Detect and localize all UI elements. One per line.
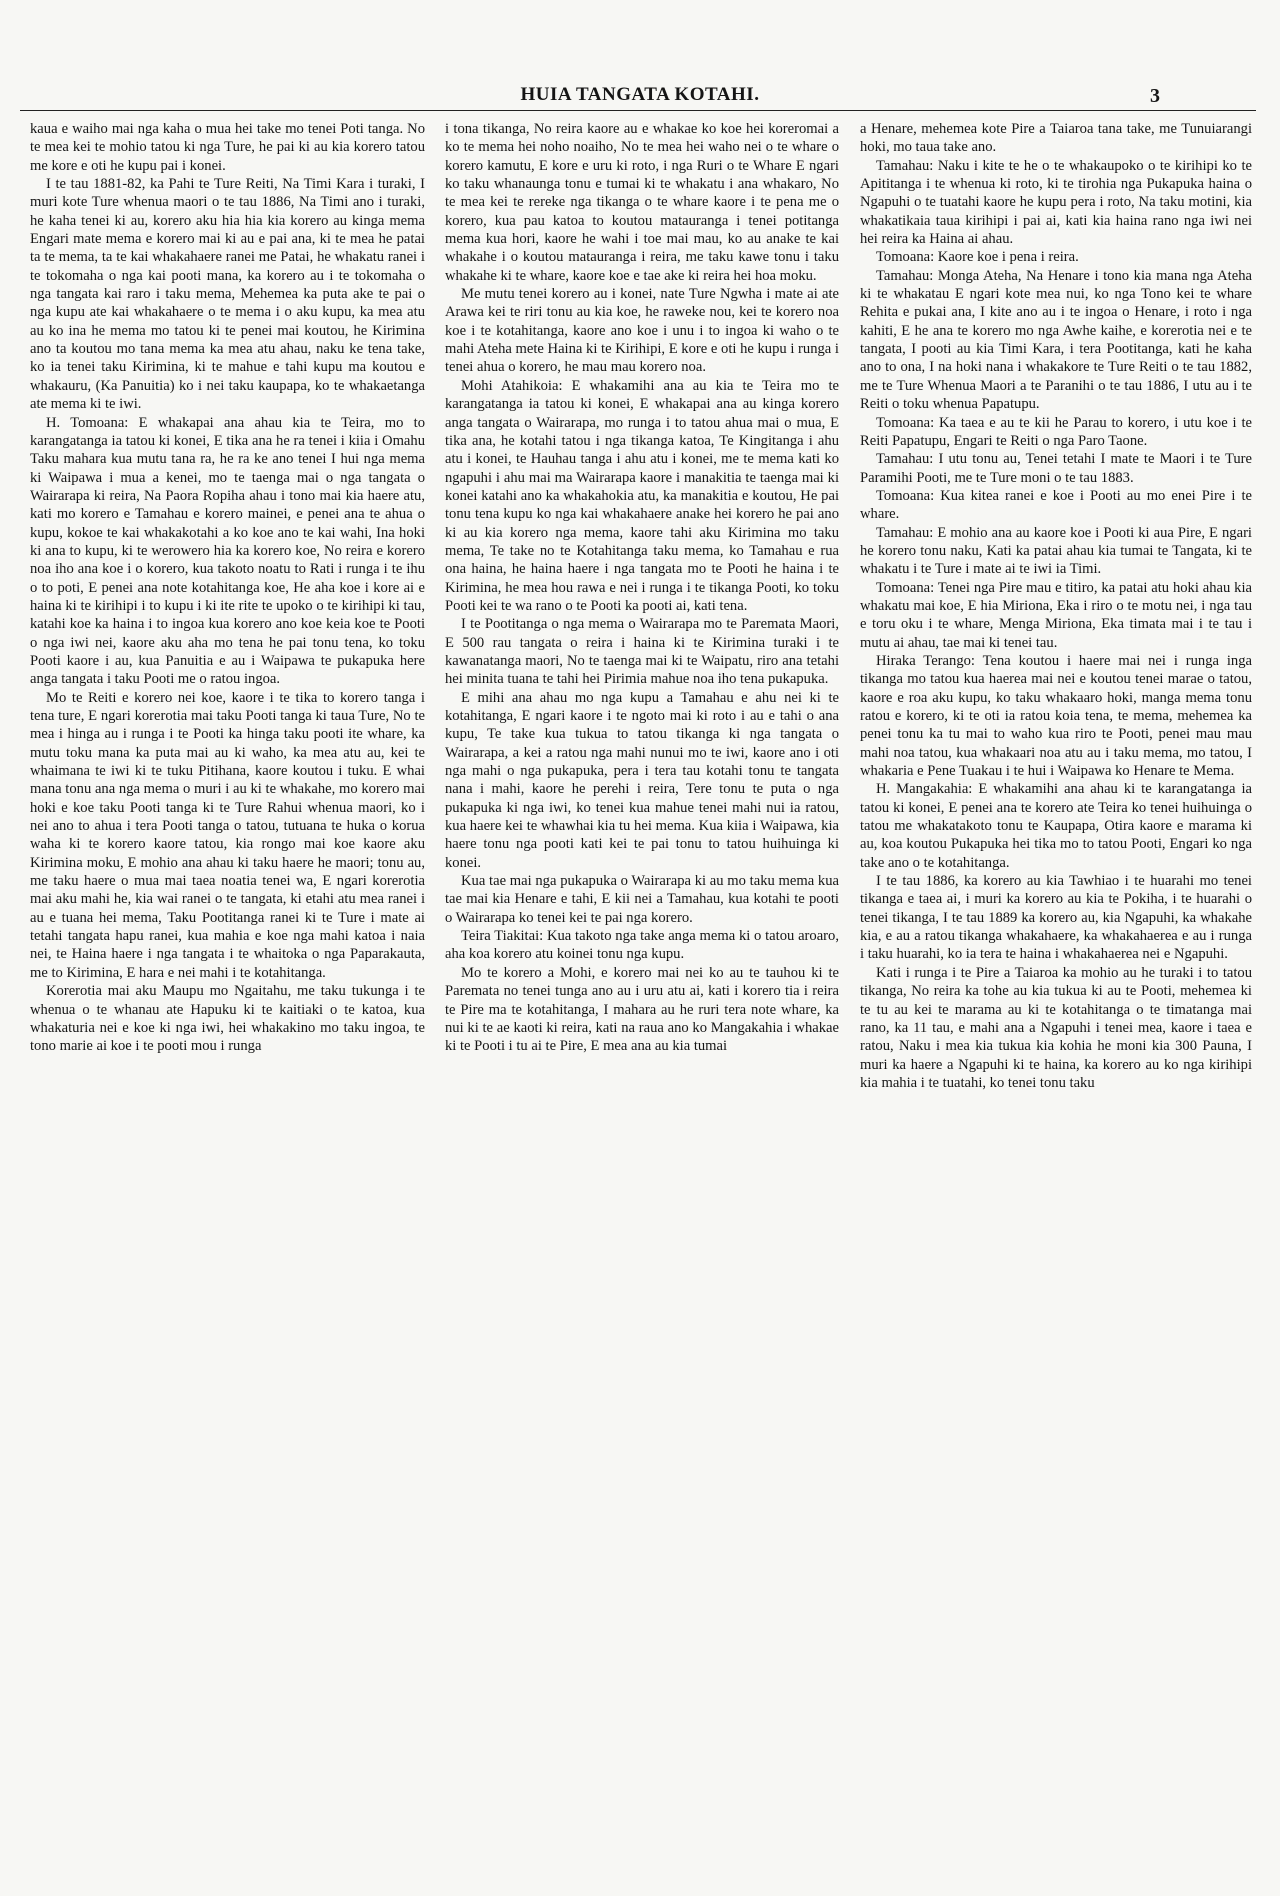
paragraph: Korerotia mai aku Maupu mo Ngaitahu, me taku tukunga i te whenua o te whanau ate Hapuku ki te kaitiaki o te katoa, kua whakaturia nei e koe ki nga iwi, hei whakakino mo taku ingoa, te tono marie ai koe i te pooti mou i runga — [30, 983, 425, 1055]
paragraph: Hiraka Terango: Tena koutou i haere mai nei i runga inga tikanga mo tatou kua haerea mai nei e koutou tenei marae o tatou, kaore e roa aku kupu, ko taku whakaaro hoki, manga mema tonu ratou e korero, ki te oti ia ratou koia tena, te mema, mehemea ka penei tonu ka tu mai to waho kua riro te Pooti, penei mau mau mahi noa tatou, kua whakaari noa atu au i taku mema, mo tatou, I whakaria e Pene Tuakau i te hui i Waipawa ko Henare te Mema. — [860, 652, 1252, 780]
paragraph: Mo te korero a Mohi, e korero mai nei ko au te tauhou ki te Paremata no tenei tunga ano au i uru atu ai, kati i korero tia i reira te Pire ma te kotahitanga, I mahara au he ruri tera note whare, ka nui ki te ae kaoti ki reira, kati na raua ano ko Mangakahia i whakae ki te Pooti i tu ai te Pire, E mea ana au kia tumai — [445, 964, 839, 1055]
paragraph: Tamahau: Naku i kite te he o te whakaupoko o te kirihipi ko te Apititanga i te whenua ki roto, ki te tirohia nga Pukapuka haina o Ngapuhi o te tuatahi kaore he kupu pera i roto, Na taku motini, kia whakatikaia taua kirihipi i pai ai, kati kia haina rano nga iwi nei hei reira ka Haina ai ahau. — [860, 157, 1252, 248]
paragraph: I te tau 1881-82, ka Pahi te Ture Reiti, Na Timi Kara i turaki, I muri kote Ture whenua maori o te tau 1886, Na Timi ano i turaki, he kaha tenei ki au, korero aku hia hia kia korero au kinga mema Engari mate mema e korero mai ki au e pai ana, ki te mea he patai ta te mema, ta te kai whakahaere ranei me Patai, he whakatu ranei i te tokomaha o nga kai pooti mana, ka korero au i te tokomaha o nga tangata kai raro i taku mema, Mehemea ka puta ake te pai o nga kupu ate kai whakahaere o te mema i o aku kupu, ka mea atu au ko ina he mema mo tatou ki te penei mai koutou, he Kirimina ano ta koutou mo tana mema ka mea atu ahau, naku ke tena take, ko ia tenei taku Kirimina, ki te mahue e tahi kupu ma koutou e whakauru, (Ka Panuitia) ko i nei taku kaupapa, ko te whakaetanga ate mema ki te iwi. — [30, 176, 425, 413]
text-column-3 — [860, 120, 1252, 1880]
paragraph: H. Mangakahia: E whakamihi ana ahau ki te karangatanga ia tatou ki konei, E penei ana te korero ate Teira ko tenei huihuinga o tatou me whakatakoto tonu te Kaupapa, Otira kaore e marama ki au, koa koutou Pukapuka hei tika mo to tatou Pooti, Engari ko nga take ano o te kotahitanga. — [860, 781, 1252, 871]
page-number: 3 — [1150, 85, 1160, 107]
page-title: HUIA TANGATA KOTAHI. — [520, 84, 760, 105]
paragraph: Kua tae mai nga pukapuka o Wairarapa ki au mo taku mema kua tae mai kia Henare e tahi, E kii nei a Tamahau, kua kotahi te pooti o Wairarapa ko tenei kei te pai nga korero. — [445, 873, 839, 926]
paragraph: Me mutu tenei korero au i konei, nate Ture Ngwha i mate ai ate Arawa kei te riri tonu au kia koe, he raweke nou, kei te korero noa koe i te kotahitanga, kaore ano koe i unu i to ingoa ki waho o te mahi Ateha mete Haina ki te Kirihipi, E kore e oti he kupu i runga i tenei ahua o korero, he mau mau korero noa. — [445, 286, 839, 376]
paragraph: E mihi ana ahau mo nga kupu a Tamahau e ahu nei ki te kotahitanga, E ngari kaore i te ngoto mai ki roto i au e tahi o ana kupu, Te take kua tukua to tatou tikanga ki nga tangata o Wairarapa, a kei a ratou nga mahi nunui mo te iwi, kaore ano i oti nga mahi o nga pukapuka, pera i tera tau kotahi tonu te tangata nana i mahi, kaore he perehi i reira, Tere tonu te puta o nga pukapuka ki nga iwi, ko tenei kua mahue tenei mahi nui ia ratou, kua haere kei te whawhai kia tu hei mema. Kua kiia i Waipawa, kia haere tonu nga pooti kati kei te pai tonu to tatou huihuinga ki konei. — [445, 689, 839, 871]
paragraph: Tamahau: E mohio ana au kaore koe i Pooti ki aua Pire, E ngari he korero tonu naku, Kati ka patai ahau kia tumai te Tangata, ki te whakatu i te Ture i mate ai te iwi ia Timi. — [860, 524, 1252, 578]
paragraph: Tomoana: Kua kitea ranei e koe i Pooti au mo enei Pire i te whare. — [860, 487, 1252, 523]
paragraph: Tomoana: Kaore koe i pena i reira. — [876, 249, 1079, 266]
paragraph: i tona tikanga, No reira kaore au e whakae ko koe hei koreromai a ko te mema hei noho noaiho, No te mea hei waho nei o te whare o korero kamutu, E kore e uru ki roto, i nga Ruri o te Whare E ngari ko taku whanaunga tonu e tumai ki te whakatu i ana whakaro, No te mea kei te rereke nga tikanga o te whare kaore i te pena me o korero, kua pau katoa to koutou matauranga i tenei potitanga mema kua hori, kaore he wahi i toe mai mau, ko au anake te kai whakahe i o koutou matauranga i reira, me taku kawe tonu i taku whakahe ki te whare, kaore koe e tae ake ki reira hei hoa moku. — [445, 121, 839, 284]
paragraph: Mo te Reiti e korero nei koe, kaore i te tika to korero tanga i tena ture, E ngari korerotia mai taku Pooti tanga ki taua Ture, No te mea i hinga au i runga i te Pooti ka hinga taku pooti ite whare, ka mutu toku mana ka puta mai au ki waho, ka mea atu au, kei te whaimana te iwi ki te tuku Pitihana, kaore koutou i tuku. E whai mana tonu ana nga mema o muri i au ki te whakahe, mo korero mai hoki e koe taku Pooti tanga ki te Ture Rahui whenua maori, ko i nei ano to ahua i tera Pooti tanga o tatou, tutuana te huka o korua waha ki te korero kaore tatou, kia rongo mai koe kaore aku Kirimina moku, E mohio ana ahau ki taku haere he maori; tonu au, me taku haere o mua mai taea noatia tenei wa, E ngari korerotia mai aku mahi he, kia wai ranei o te tangata, ki etahi atu mea ranei i au e tuana hei mema, Taku Pootitanga ranei ki te Ture i mate ai tetahi tangata hapu ranei, kua mahia e koe nga mahi katoa i naia nei, te Haina haere i nga tangata i te whaitoka o nga Paparakauta, me to Kirimina, E hara e nei mahi i te kotahitanga. — [30, 689, 425, 981]
paragraph: I te Pootitanga o nga mema o Wairarapa mo te Paremata Maori, E 500 rau tangata o reira i haina ki te Kirimina turaki i te kawanatanga maori, No te taenga mai ki te Waipatu, riro ana tetahi hei minita tuana te tahi hei Pirimia mahue noa iho tena pukapuka. — [445, 616, 839, 688]
paragraph: Tomoana: Tenei nga Pire mau e titiro, ka patai atu hoki ahau kia whakatu mai koe, E hia Miriona, Eka i riro o te motu nei, i nga tau e toru oku i te whare, Menga Miriona, Eka timata mai i te tau i mutu ai ahau, tae mai ki tenei tau. — [860, 579, 1252, 651]
paragraph: Tamahau: I utu tonu au, Tenei tetahi I mate te Maori i te Ture Paramihi Pooti, me te Ture moni o te tau 1883. — [860, 451, 1252, 486]
page-header — [0, 0, 1280, 120]
paragraph: kaua e waiho mai nga kaha o mua hei take mo tenei Poti tanga. No te mea kei te mohio tatou ki nga Ture, he pai ki au kia korero tatou me kore e oti he kupu pai i konei. — [30, 121, 425, 174]
paragraph: Mohi Atahikoia: E whakamihi ana au kia te Teira mo te karangatanga ia tatou ki konei, E whakapai ana au kinga korero anga tangata o Wairarapa, mo runga i to tatou ahua mai o mua, E tika ana, he kotahi tatou i nga tikanga katoa, Te Kingitanga i ahu atu i konei, te Hauhau tanga i ahu atu i konei, me te mema kati ko ngapuhi i ahu mai ma Wairarapa kaore i manakitia te taenga mai ki konei katahi ano ka whakahokia atu, ka manakitia e koutou, He pai tonu tena kupu ko nga kai whakahaere anake hei korero he pai ano ki au kia korero nga mema, kaore tahi aku Kirimina mo taku mema, Te take no te Kotahitanga taku mema, ko Tamahau e rua ona haina, he haina haere i nga tangata mo te Pooti he haina i te Kirimina, he mea hou rawa e nei i runga i te tikanga Pooti, ko toku Pooti kei te wa rano o te Pooti ka pooti ai, kati tena. — [445, 377, 839, 614]
text-column-2 — [445, 120, 839, 1880]
paragraph: a Henare, mehemea kote Pire a Taiaroa tana take, me Tunuiarangi hoki, mo taua take ano. — [860, 121, 1252, 156]
paragraph: I te tau 1886, ka korero au kia Tawhiao i te huarahi mo tenei tikanga e taea ai, i muri ka korero au kia te Pokiha, i te huarahi o tenei tikanga, I te tau 1889 ka korero au, kia Ngapuhi, ka whakahe kia, e au a ratou tikanga whakahaere, ka whakahaerea e au i runga i taku huarahi, ko ia tera te haina i whakahaerea nei e Ngapuhi. — [860, 873, 1252, 963]
paragraph: Tomoana: Ka taea e au te kii he Parau to korero, i utu koe i te Reiti Papatupu, Engari te Reiti o nga Paro Taone. — [860, 414, 1252, 449]
paragraph: Teira Tiakitai: Kua takoto nga take anga mema ki o tatou aroaro, aha koa korero atu koinei tonu nga kupu. — [445, 928, 839, 963]
header-rule — [20, 110, 1256, 111]
text-column-1 — [30, 120, 425, 1880]
paragraph: Kati i runga i te Pire a Taiaroa ka mohio au he turaki i to tatou tikanga, No reira ka tohe au kia tukua ki au te Pooti, mehemea ki te tu au kei te marama au ki te kotahitanga o te timatanga mai rano, ka 11 tau, e mahi ana a Ngapuhi i tenei mea, kaore i taea e ratou, Naku i mea kia tukua kia kohia he moni kia 300 Pauna, I muri ka haere a Ngapuhi ki te haina, ka korero au ko nga kirihipi kia mahia i te tuatahi, ko tenei tonu taku — [860, 964, 1252, 1091]
paragraph: Tamahau: Monga Ateha, Na Henare i tono kia mana nga Ateha ki te whakatau E ngari kote mea nui, ko nga Tono kei te whare Rehita e pukai ana, I kite ano au i te ingoa o Henare, i roto i nga kahiti, E he ana te korero mo nga Awhe kaihe, e korerotia nei e te tangata, I pooti au kia Timi Kara, i tera Pootitanga, kati he kaha ano to ona, I na hoki nana i whakakore te Ture Reiti o te tau 1882, me te Ture Whenua Maori a te Paranihi o te tau 1886, I utu au i te Reiti o toku whenua Papatupu. — [860, 267, 1252, 413]
paragraph: H. Tomoana: E whakapai ana ahau kia te Teira, mo to karangatanga ia tatou ki konei, E tika ana he ra tenei i kiia i Omahu Taku mahara kua mutu tana ra, he ra ke ano tenei I hui nga mema ki Waipawa i mua a kenei, mo te taenga mai o nga tangata o Wairarapa ki reira, Na Paora Ropiha ahau i tono mai kia haere atu, kati mo korero e Tamahau e korero mainei, e penei ana te ahua o kupu, kokoe te kai whakakotahi a ko koe ano te kai wahi, Ina hoki ki ana to kupu, ki te werowero hia ka korero koe, No reira e korero noa iho ana koe i o korero, kua takoto noatu to Rati i runga i te ihu o to poti, E penei ana note kotahitanga koe, He aha koe i kore ai e haina ki te kirihipi i to kupu i ki ite rite te upoko o te kirihipi ki tau, katahi koe ka haina i to ingoa kua korero ano koe keia koe te Pooti o nga iwi nei, kaore aku aha mo tena he pai tonu tena, ko toku Pooti kaore i au, kua Panuitia e au i Waipawa te pukapuka here anga tangata i taku Pooti me o ratou ingoa. — [30, 414, 425, 688]
